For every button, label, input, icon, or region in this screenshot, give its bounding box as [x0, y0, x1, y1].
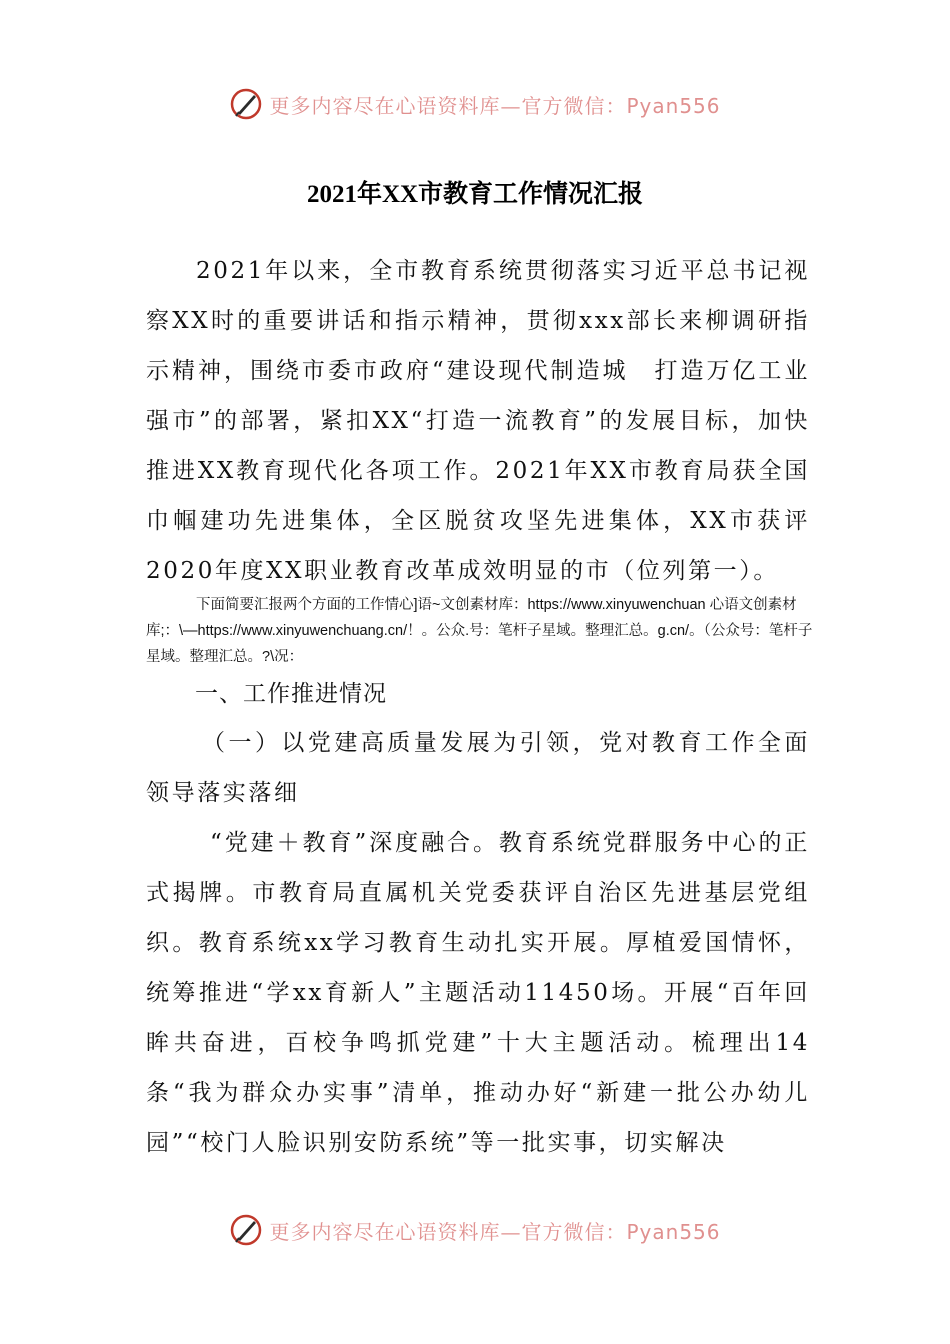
- quill-logo-icon: [229, 87, 263, 121]
- watermark-text: 更多内容尽在心语资料库—官方微信：Pyan556: [269, 1219, 721, 1244]
- paragraph-intro: 2021年以来，全市教育系统贯彻落实习近平总书记视察XX时的重要讲话和指示精神，贯彻xxx部长来柳调研指示精神，围绕市委市政府“建设现代制造城 打造万亿工业强市”的部署，紧扣XX“打造一流教育”的发展目标，加快推进XX教育现代化各项工作。2021年XX市教育局获全国巾帼建功先进集体，全区脱贫攻坚先进集体，XX市获评2020年度XX职业教育改革成效明显的市（位列第一）。: [146, 258, 810, 584]
- quill-logo-icon: [229, 1213, 263, 1247]
- inserted-note: 下面简要汇报两个方面的工作情心]语~文创素材库：https://www.xinyuwenchuan 心语文创素材库;：\—https://www.xinyuwenchuang.cn/！。公众.号：笔杆子星域。整理汇总。g.cn/。（公众号：笔杆子星域。整理汇总。?\况：: [146, 597, 813, 665]
- watermark-banner-top: [0, 82, 950, 126]
- paragraph-party-building: “党建＋教育”深度融合。教育系统党群服务中心的正式揭牌。市教育局直属机关党委获评自治区先进基层党组织。教育系统xx学习教育生动扎实开展。厚植爱国情怀，统筹推进“学xx育新人”主题活动11450场。开展“百年回眸共奋进，百校争鸣抓党建”十大主题活动。梳理出14条“我为群众办实事”清单，推动办好“新建一批公办幼儿园”“校门人脸识别安防系统”等一批实事，切实解决: [146, 830, 810, 1156]
- watermark-banner-bottom: [0, 1208, 950, 1252]
- section-heading-1: 一、工作推进情况: [195, 681, 387, 707]
- subsection-heading-1: （一）以党建高质量发展为引领，党对教育工作全面领导落实落细: [146, 730, 810, 806]
- document-title: 2021年XX市教育工作情况汇报: [306, 181, 644, 208]
- watermark-text: 更多内容尽在心语资料库—官方微信：Pyan556: [269, 93, 721, 118]
